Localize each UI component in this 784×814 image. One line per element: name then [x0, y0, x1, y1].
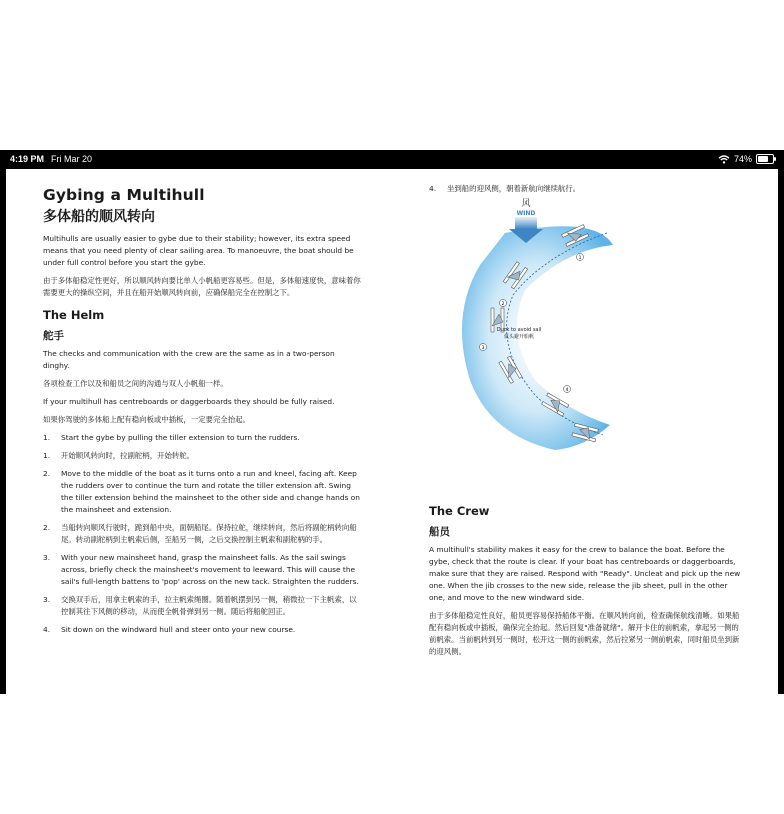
- water-track: [462, 226, 613, 450]
- crew-heading-cn: 船员: [429, 526, 450, 538]
- wind-label-en: WIND: [516, 210, 536, 217]
- gybe-diagram: [435, 195, 635, 463]
- crew-paragraph-cn: 由于多体船稳定性良好，船员更容易保持船体平衡。在顺风转向前，检查确保航线清晰。如果船配有稳向板或中插板，确保完全抬起。然后回复"准备就绪"。解开卡住的前帆索，拿起另一侧的前帆索。当前帆转到另一侧时，松开这一侧的前帆索，然后拉紧另一侧前帆索，同时船员坐到新的迎风侧。: [429, 611, 740, 656]
- crew-paragraph: A multihull's stability makes it easy for the crew to balance the boat. Before the gybe, check that the route is clear. If your boat has centreboards or daggerboards, make sure that they are raised. Respond with "Ready". Uncleat and pick up the new one. When the jib crosses to the new side, release the jib sheet, pull in the other one, and move to the new windward side.: [429, 545, 741, 602]
- right-column: [429, 183, 749, 656]
- intro-paragraph-cn: 由于多体船稳定性更好，所以顺风转向要比单人小帆船更容易些。但是，多体船速度快，意味着你需要更大的操纵空间，并且在船开始顺风转向前，应确保船完全在控制之下。: [43, 276, 361, 297]
- page-title-cn: 多体船的顺风转向: [43, 209, 155, 225]
- helm-paragraph: The checks and communication with the crew are the same as in a two-person dinghy.: [43, 349, 335, 370]
- list-item: 1. Start the gybe by pulling the tiller extension to turn the rudders.: [43, 433, 300, 442]
- battery-percent: 74%: [733, 154, 752, 164]
- helm-heading: The Helm: [43, 308, 105, 322]
- helm-paragraph-2-cn: 如果你驾驶的多体船上配有稳向板或中插板，一定要完全抬起。: [43, 415, 250, 424]
- helm-paragraph-cn: 各项检查工作以及和船员之间的沟通与双人小帆船一样。: [43, 379, 228, 388]
- helm-paragraph-2: If your multihull has centreboards or daggerboards they should be fully raised.: [43, 397, 335, 406]
- book-page: [6, 169, 778, 694]
- list-item: 2. Move to the middle of the boat as it turns onto a run and kneel, facing aft. Keep the rudders over to continue the turn and rotate the tiller extension aft. Swing the tiller extension behind the mainsheet to the other side and change hands on the mainsheet and extension.: [43, 469, 360, 514]
- list-item: 3. With your new mainsheet hand, grasp the mainsheet falls. As the sail swings across, briefly check the mainsheet's movement to leeward. This will cause the sail's full-length battens to 'pop' across on the new tack. Straighten the rudders.: [43, 553, 359, 586]
- status-right: [718, 154, 774, 164]
- status-date: Fri Mar 20: [51, 154, 93, 164]
- crew-section: [429, 503, 741, 658]
- wind-label-cn: 风: [521, 199, 531, 209]
- list-item: 1. 开始顺风转向时，拉副舵柄，开始转舵。: [43, 451, 195, 460]
- status-time: 4:19 PM: [10, 154, 45, 164]
- ipad-screen: [0, 150, 784, 694]
- svg-text:2: 2: [501, 302, 505, 307]
- list-item: 2. 当船转向顺风行驶时，跪到船中央，面朝船尾。保持拉舵，继续转向，然后将副舵柄转向船尾。转动副舵柄到主帆索后侧，至船另一侧，之后交换控制主帆索和副舵柄的手。: [43, 523, 357, 544]
- list-item: 4. Sit down on the windward hull and steer onto your new course.: [43, 625, 296, 634]
- intro-paragraph: Multihulls are usually easier to gybe due to their stability; however, its extra speed means that you need plenty of clear sailing area. To manoeuvre, the boat should be under full control before you start the gybe.: [43, 234, 354, 267]
- page-title: Gybing a Multihull: [43, 186, 205, 204]
- duck-label-cn: 低头避开船帆: [503, 334, 535, 340]
- list-item: 4. 坐到船的迎风侧，朝着新航向继续航行。: [429, 184, 581, 193]
- svg-text:4: 4: [565, 388, 569, 393]
- left-column: [43, 185, 363, 636]
- status-bar: [0, 150, 784, 169]
- crew-heading: The Crew: [429, 504, 490, 518]
- helm-heading-cn: 舵手: [43, 330, 64, 342]
- wifi-icon: [718, 155, 730, 164]
- marker-4: [564, 386, 571, 394]
- battery-icon: [756, 154, 774, 164]
- svg-text:1: 1: [578, 256, 582, 261]
- svg-text:3: 3: [481, 346, 485, 351]
- duck-label-en: Duck to avoid sail: [496, 327, 542, 333]
- marker-1: [577, 254, 584, 262]
- list-item: 3. 交换双手后，用拿主帆索的手，拉主帆索绳圈。随着帆摆到另一侧，稍微拉一下主帆索，以控制其往下风侧的移动，从而使全帆骨弹到另一侧。随后将船舵回正。: [43, 595, 357, 616]
